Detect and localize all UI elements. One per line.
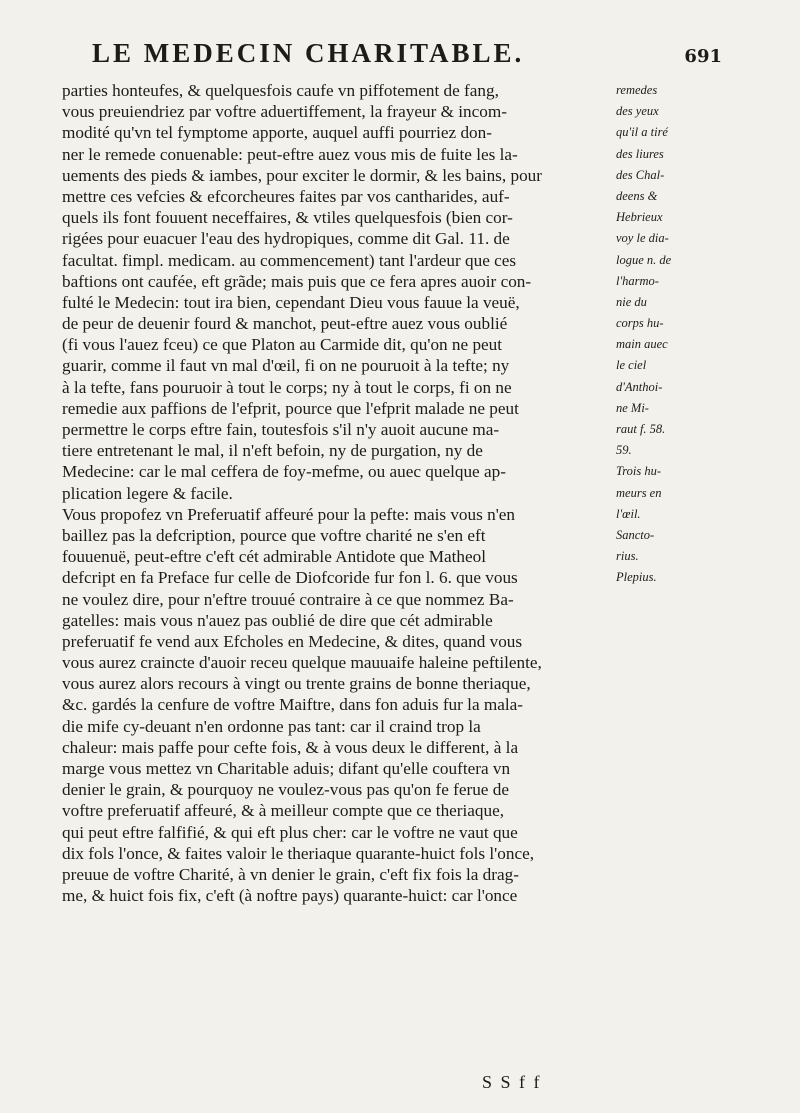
margin-note-line: l'harmo- <box>616 273 659 288</box>
margin-note-line: des liures <box>616 146 664 161</box>
margin-note-line: remedes <box>616 83 658 97</box>
text-line: preuue de voftre Charité, à vn denier le grain, c'eft fix fois la drag- <box>62 864 519 884</box>
margin-note-line: Trois hu- <box>616 464 662 479</box>
text-line: (fi vous l'auez fceu) ce que Platon au Carmide dit, qu'on ne peut <box>62 335 503 355</box>
text-line: plication legere & facile. <box>62 483 233 503</box>
margin-note-line: deens & <box>616 188 658 203</box>
margin-note-line: des Chal- <box>616 167 665 182</box>
margin-note-line: raut f. 58. <box>616 422 666 436</box>
page-header <box>92 38 722 69</box>
text-line: &c. gardés la cenfure de voftre Maiftre, dans fon aduis fur la mala- <box>62 695 523 715</box>
signature-mark: S S f f <box>482 1072 542 1092</box>
margin-note-line: ne Mi- <box>616 400 649 415</box>
text-line: mettre ces vefcies & efcorcheures faites par vos cantharides, auf- <box>62 186 510 206</box>
text-line: qui peut eftre falfifié, & qui eft plus cher: car le voftre ne vaut que <box>62 822 518 842</box>
text-line: baillez pas la defcription, pource que voftre charité ne s'en eft <box>62 525 486 545</box>
margin-note-line: rius. <box>616 549 639 564</box>
text-line: permettre le corps eftre fain, toutesfois s'il n'y auoit aucune ma- <box>62 420 500 439</box>
text-line: quels ils font fouuent neceffaires, & vtiles quelquesfois (bien cor- <box>62 208 513 228</box>
margin-note-line: logue n. de <box>616 252 672 267</box>
text-line: tiere entretenant le mal, il n'eft befoin, ny de purgation, ny de <box>62 441 483 461</box>
text-line: ne voulez dire, pour n'eftre trouué contraire à ce que nommez Ba- <box>62 589 514 609</box>
text-line: à la tefte, fans pouruoir à tout le corps; ny à tout le corps, fi on ne <box>62 377 512 397</box>
text-line: ner le remede conuenable: peut-eftre auez vous mis de fuite les la- <box>62 144 518 164</box>
text-line: vous preuiendriez par voftre aduertiffement, la frayeur & incom- <box>62 102 507 122</box>
text-line: die mife cy-deuant n'en ordonne pas tant: car il craind trop la <box>62 716 481 736</box>
text-line: voftre preferuatif affeuré, & à meilleur compte que ce theriaque, <box>62 801 505 821</box>
text-line: modité qu'vn tel fymptome apporte, auquel auffi pourriez don- <box>62 123 492 143</box>
text-line: guarir, comme il faut vn mal d'œil, fi on ne pouruoit à la tefte; ny <box>62 356 510 376</box>
text-line: me, & huict fois fix, c'eft (à noftre pays) quarante-huict: car l'once <box>62 886 518 906</box>
margin-note-line: Sancto- <box>616 527 655 542</box>
margin-note-line: meurs en <box>616 485 662 500</box>
text-line: vous aurez craincte d'auoir receu quelque mauuaife haleine peftilente, <box>62 653 542 673</box>
margin-note-line: le ciel <box>616 358 647 373</box>
margin-note-line: 59. <box>616 443 632 458</box>
text-line: Medecine: car le mal ceffera de foy-mefme, ou auec quelque ap- <box>62 462 506 482</box>
text-line: Vous propofez vn Preferuatif affeuré pour la pefte: mais vous n'en <box>62 504 516 524</box>
text-line: fouuenuë, peut-eftre c'eft cét admirable Antidote que Matheol <box>62 547 487 567</box>
text-line: gatelles: mais vous n'auez pas oublié de dire que cét admirable <box>62 610 493 630</box>
text-line: dix fols l'once, & faites valoir le theriaque quarante-huict fols l'once, <box>62 843 535 863</box>
main-text-column <box>62 80 612 906</box>
text-line: preferuatif fe vend aux Efcholes en Medecine, & dites, quand vous <box>62 631 523 651</box>
running-title: LE MEDECIN CHARITABLE. <box>92 38 525 68</box>
margin-note-line: Plepius. <box>616 570 657 585</box>
marginal-notes <box>616 80 706 589</box>
margin-note-line: corps hu- <box>616 316 664 331</box>
text-line: vous aurez alors recours à vingt ou trente grains de bonne theriaque, <box>62 674 531 694</box>
margin-note-line: d'Anthoi- <box>616 379 663 394</box>
text-line: facultat. fimpl. medicam. au commencement) tant l'ardeur que ces <box>62 250 517 270</box>
text-line: remedie aux paffions de l'efprit, pource que l'efprit malade ne peut <box>62 398 519 418</box>
text-line: fulté le Medecin: tout ira bien, cependant Dieu vous fauue la veuë, <box>62 292 520 312</box>
text-line: chaleur: mais paffe pour cefte fois, & à vous deux le different, à la <box>62 737 519 757</box>
margin-note-line: voy le dia- <box>616 231 669 246</box>
text-line: baftions ont caufée, eft grãde; mais puis que ce fera apres auoir con- <box>62 271 532 291</box>
text-line: marge vous mettez vn Charitable aduis; difant qu'elle couftera vn <box>62 759 511 778</box>
text-line: denier le grain, & pourquoy ne voulez-vous pas qu'on fe ferue de <box>62 780 509 800</box>
text-line: rigées pour euacuer l'eau des hydropiques, comme dit Gal. 11. de <box>62 229 510 249</box>
text-line: de peur de deuenir fourd & manchot, peut-eftre auez vous oublié <box>62 314 508 334</box>
text-line: uements des pieds & iambes, pour exciter le dormir, & les bains, pour <box>62 165 542 185</box>
text-line: defcript en fa Preface fur celle de Diofcoride fur fon l. 6. que vous <box>62 568 518 588</box>
margin-note-line: qu'il a tiré <box>616 125 668 140</box>
margin-note-line: nie du <box>616 294 647 309</box>
margin-note-line: main auec <box>616 337 668 352</box>
page-number: 691 <box>684 46 722 67</box>
margin-note-line: des yeux <box>616 104 659 119</box>
margin-note-line: l'œil. <box>616 506 641 521</box>
text-line: parties honteufes, & quelquesfois caufe vn piffotement de fang, <box>62 81 499 100</box>
margin-note-line: Hebrieux <box>616 210 663 225</box>
